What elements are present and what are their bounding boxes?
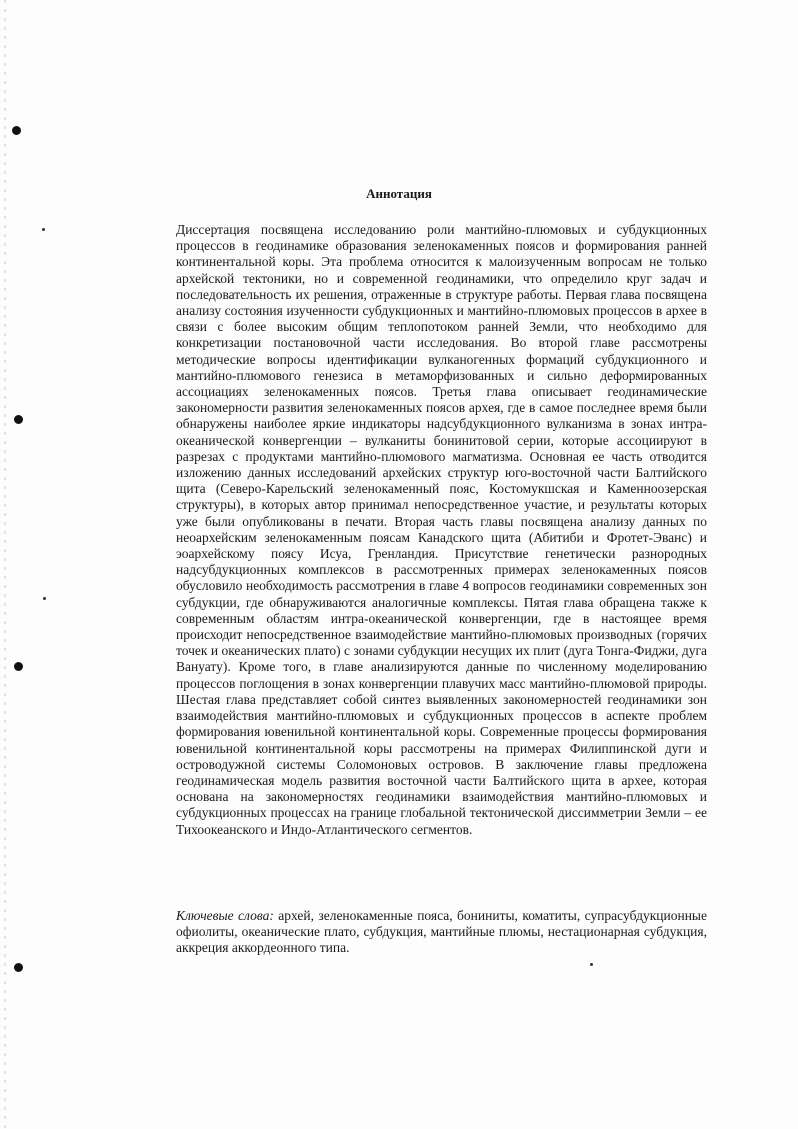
page-title: Аннотация <box>366 186 432 201</box>
punch-hole-mark <box>12 126 21 135</box>
punch-hole-mark <box>14 963 23 972</box>
abstract-paragraph: Диссертация посвящена исследованию роли мантийно-плюмовых и субдукционных процессов в геодинамике образования зеленокаменных поясов и формирования ранней континентальной коры. Эта проблема относится к малоизученным вопросам не только архейской тектоники, но и современной геодинамики, что определило круг задач и последовательность их решения, отраженные в структуре работы. Первая глава посвящена анализу состояния изученности субдукционных и мантийно-плюмовых процессов в архее в связи с более высоким общим теплопотоком ранней Земли, что необходимо для конкретизации постановочной части исследования. Во второй главе рассмотрены методические вопросы идентификации вулканогенных формаций субдукционного и мантийно-плюмового генезиса в метаморфизованных и сильно деформированных ассоциациях зеленокаменных поясов. Третья глава описывает геодинамические закономерности развития зеленокаменных поясов архея, где в самое последнее время были обнаружены наиболее яркие индикаторы надсубдукционного вулканизма в зонах интра-океанической конвергенции – вулканиты бонинитовой серии, которые ассоциируют в разрезах с продуктами мантийно-плюмового магматизма. Основная ее часть отводится изложению данных исследований архейских структур юго-восточной части Балтийского щита (Северо-Карельский зеленокаменный пояс, Костомукшская и Каменноозерская структуры), в которых автор принимал непосредственное участие, и результаты которых уже были опубликованы в печати. Вторая часть главы посвящена анализу данных по неоархейским зеленокаменным поясам Канадского щита (Абитиби и Фротет-Эванс) и эоархейскому поясу Исуа, Гренландия. Присутствие генетически разнородных надсубдукционных комплексов в рассмотренных примерах зеленокаменных поясов обусловило необходимость рассмотрения в главе 4 вопросов геодинамики современных зон субдукции, где обнаруживаются аналогичные комплексы. Пятая глава обращена также к современным областям интра-океанической конвергенции, где в настоящее время происходит непосредственное взаимодействие мантийно-плюмовых производных (горячих точек и океанических плато) с зонами субдукции несущих их плит (дуга Тонга-Фиджи, дуга Вануату). Кроме того, в главе анализируются данные по численному моделированию процессов поглощения в зонах конвергенции плавучих масс мантийно-плюмовой природы. Шестая глава представляет собой синтез выявленных закономерностей геодинамики зон взаимодействия мантийно-плюмовых и субдукционных процессов в аспекте проблем формирования ювенильной континентальной коры. Современные процессы формирования ювенильной континентальной коры рассмотрены на примерах Филиппинской дуги и островодужной системы Соломоновых островов. В заключение главы предложена геодинамическая модель развития восточной части Балтийского щита в архее, которая основана на закономерностях геодинамики взаимодействия мантийно-плюмовых и субдукционных процессах на границе глобальной тектонической диссимметрии Земли – ее Тихоокеанского и Индо-Атлантического сегментов. <box>176 222 707 837</box>
punch-hole-mark <box>14 415 23 424</box>
keywords-label: Ключевые слова: <box>176 908 274 923</box>
punch-hole-mark <box>14 662 23 671</box>
scan-edge-shadow <box>4 0 6 1129</box>
keywords-text: архей, зеленокаменные пояса, бониниты, коматиты, супрасубдукционные офиолиты, океанические плато, субдукция, мантийные плюмы, нестационарная субдукция, аккреция аккордеонного типа. <box>176 908 707 956</box>
scan-speck <box>43 597 46 600</box>
keywords-paragraph <box>176 908 707 957</box>
scan-speck <box>590 963 593 966</box>
scan-speck <box>42 228 45 231</box>
